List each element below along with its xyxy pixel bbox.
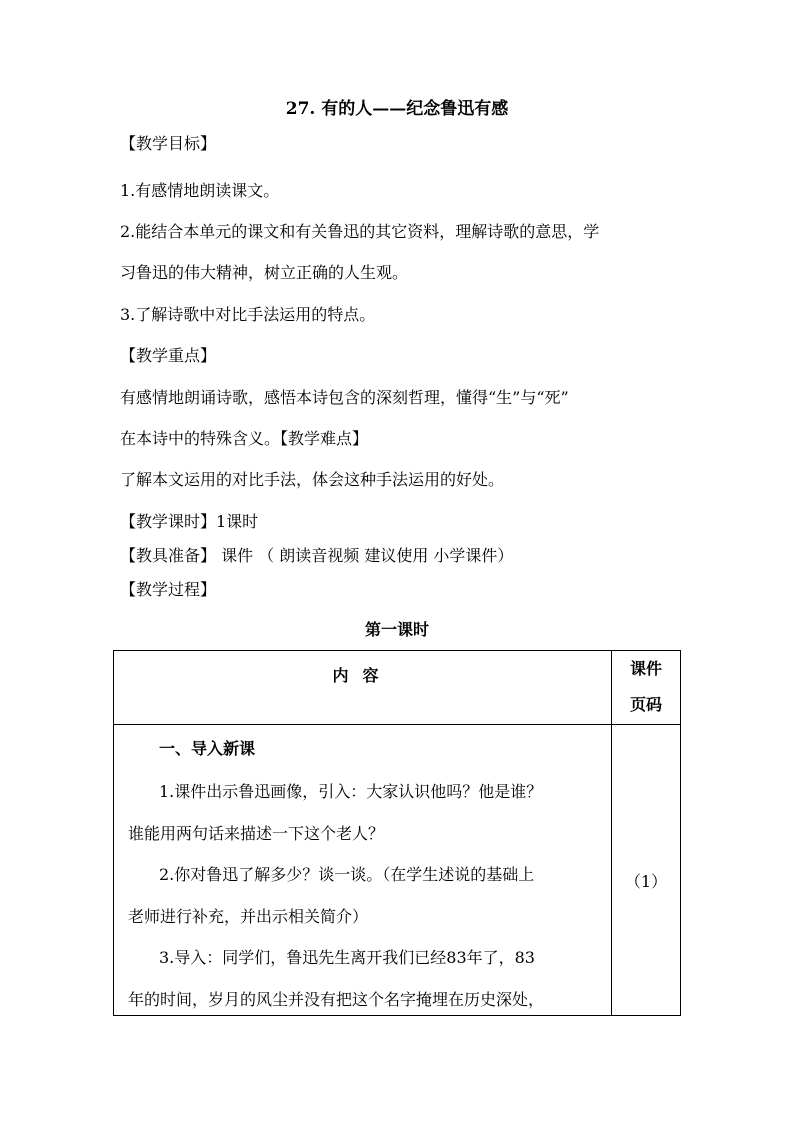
- document-title: 27. 有的人——纪念鲁迅有感: [285, 99, 509, 119]
- class-hours: 【教学课时】1课时: [120, 512, 259, 531]
- key-point-line1: 有感情地朗诵诗歌，感悟本诗包含的深刻哲理，懂得“生”与“死”: [120, 388, 569, 407]
- table-row: [114, 725, 681, 1016]
- lesson-table: [113, 650, 681, 1016]
- item1-line1: 1.课件出示鲁迅画像，引入：大家认识他吗？他是谁？: [159, 782, 543, 801]
- header-page-label-line1: 课件: [630, 659, 663, 678]
- item1-line2: 谁能用两句话来描述一下这个老人？: [128, 824, 385, 843]
- difficulty-text: 了解本文运用的对比手法，体会这种手法运用的好处。: [120, 470, 505, 489]
- teaching-tools: 【教具准备】 课件 （ 朗读音视频 建议使用 小学课件）: [120, 546, 514, 565]
- header-content-cell: [114, 651, 612, 725]
- item3-line1: 3.导入：同学们，鲁迅先生离开我们已经83年了，83: [159, 948, 535, 967]
- key-heading: 【教学重点】: [120, 346, 217, 365]
- goal-heading: 【教学目标】: [120, 134, 217, 153]
- page-ref-cell: [612, 725, 681, 1016]
- header-content-label: 内容: [332, 666, 393, 685]
- goal-item-2-line2: 习鲁迅的伟大精神，树立正确的人生观。: [120, 263, 409, 282]
- key-point-line2: 在本诗中的特殊含义。【教学难点】: [120, 429, 369, 448]
- process-heading: 【教学过程】: [120, 580, 217, 599]
- content-cell: [114, 725, 612, 1016]
- item2-line1: 2.你对鲁迅了解多少？谈一谈。（在学生述说的基础上: [159, 865, 535, 884]
- item2-line2: 老师进行补充，并出示相关简介）: [128, 907, 369, 926]
- section-title: 一、导入新课: [159, 739, 256, 758]
- table-header-row: [114, 651, 681, 725]
- lesson-subtitle: 第一课时: [364, 620, 429, 639]
- header-page-cell: [612, 651, 681, 725]
- page-ref: （1）: [624, 871, 668, 891]
- goal-item-2-line1: 2.能结合本单元的课文和有关鲁迅的其它资料，理解诗歌的意思，学: [120, 222, 600, 241]
- goal-item-1: 1.有感情地朗读课文。: [120, 181, 280, 200]
- item3-line2: 年的时间，岁月的风尘并没有把这个名字掩埋在历史深处，: [128, 990, 545, 1009]
- goal-item-3: 3.了解诗歌中对比手法运用的特点。: [120, 305, 376, 324]
- header-page-label-line2: 页码: [630, 695, 663, 714]
